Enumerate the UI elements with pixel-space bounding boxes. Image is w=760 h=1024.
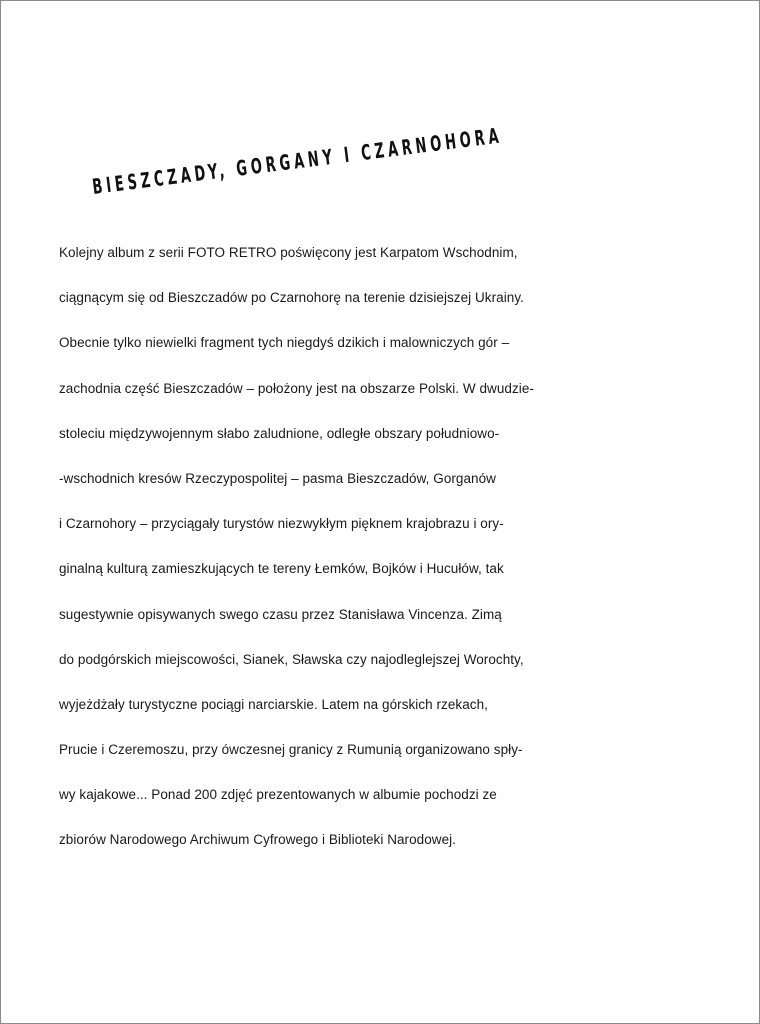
text-line: stoleciu międzywojennym słabo zaludnione, odległe obszary południowo- bbox=[59, 425, 500, 441]
text-line: ginalną kulturą zamieszkujących te tereny Łemków, Bojków i Hucułów, tak bbox=[59, 561, 504, 577]
text-line: sugestywnie opisywanych swego czasu przez Stanisława Vincenza. Zimą bbox=[59, 606, 502, 622]
text-line: Prucie i Czeremoszu, przy ówczesnej granicy z Rumunią organizowano spły- bbox=[59, 742, 523, 758]
page-title: BIESZCZADY, GORGANY I CZARNOHORA bbox=[90, 123, 504, 199]
text-line: wyjeżdżały turystyczne pociągi narciarskie. Latem na górskich rzekach, bbox=[59, 696, 488, 712]
text-line: zbiorów Narodowego Archiwum Cyfrowego i Biblioteki Narodowej. bbox=[59, 832, 456, 848]
text-line: do podgórskich miejscowości, Sianek, Sławska czy najodleglejszej Worochty, bbox=[59, 651, 524, 667]
text-line: Obecnie tylko niewielki fragment tych niegdyś dzikich i malowniczych gór – bbox=[59, 335, 510, 351]
text-line: -wschodnich kresów Rzeczypospolitej – pasma Bieszczadów, Gorganów bbox=[59, 470, 496, 486]
text-line: i Czarnohory – przyciągały turystów niezwykłym pięknem krajobrazu i ory- bbox=[59, 516, 504, 532]
text-line: ciągnącym się od Bieszczadów po Czarnohorę na terenie dzisiejszej Ukrainy. bbox=[59, 290, 524, 306]
text-line: zachodnia część Bieszczadów – położony jest na obszarze Polski. W dwudzie- bbox=[59, 380, 534, 396]
text-line: wy kajakowe... Ponad 200 zdjęć prezentowanych w albumie pochodzi ze bbox=[59, 787, 497, 803]
text-line: Kolejny album z serii FOTO RETRO poświęcony jest Karpatom Wschodnim, bbox=[59, 245, 518, 260]
body-paragraph bbox=[59, 230, 579, 863]
